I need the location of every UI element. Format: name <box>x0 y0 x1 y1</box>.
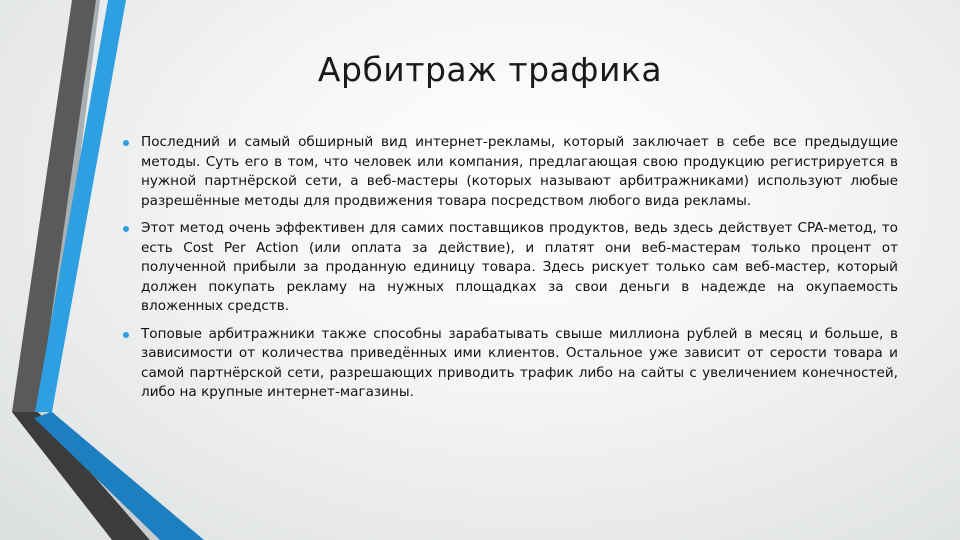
bullet-item <box>122 325 898 403</box>
bullet-item <box>122 219 898 317</box>
bullet-text: Этот метод очень эффективен для самих поставщиков продуктов, ведь здесь действует CPA-метод, то есть Cost Per Action (или оплата за действие), и платят они веб-мастерам только процент от полученной прибыли за проданную единицу товара. Здесь рискует только сам веб-мастер, который должен покупать рекламу на нужных площадках за свои деньги в надежде на окупаемость вложенных средств. <box>141 220 898 314</box>
dark-gray-diagonal <box>12 412 150 540</box>
bullet-dot-icon <box>123 226 129 232</box>
bullet-dot-icon <box>123 140 129 146</box>
bullet-dot-icon <box>123 332 129 338</box>
bullet-text: Топовые арбитражники также способны зарабатывать свыше миллиона рублей в месяц и больше, в зависимости от количества приведённых ими клиентов. Остальное уже зависит от серости товара и самой партнёрской сети, разрешающих приводить трафик либо на сайты с увеличением конечностей, либо на крупные интернет-магазины. <box>141 325 898 400</box>
bullet-text: Последний и самый обширный вид интернет-рекламы, который заключает в себе все предыдущие методы. Суть его в том, что человек или компания, предлагающая свою продукцию регистрируется в нужной партнёрской сети, а веб-мастеры (которых называют арбитражниками) используют любые разрешённые методы для продвижения товара посредством любого вида рекламы. <box>141 134 898 209</box>
bullet-list <box>122 133 898 411</box>
bullet-item <box>122 133 898 211</box>
slide-title: Арбитраж трафика <box>317 50 663 89</box>
